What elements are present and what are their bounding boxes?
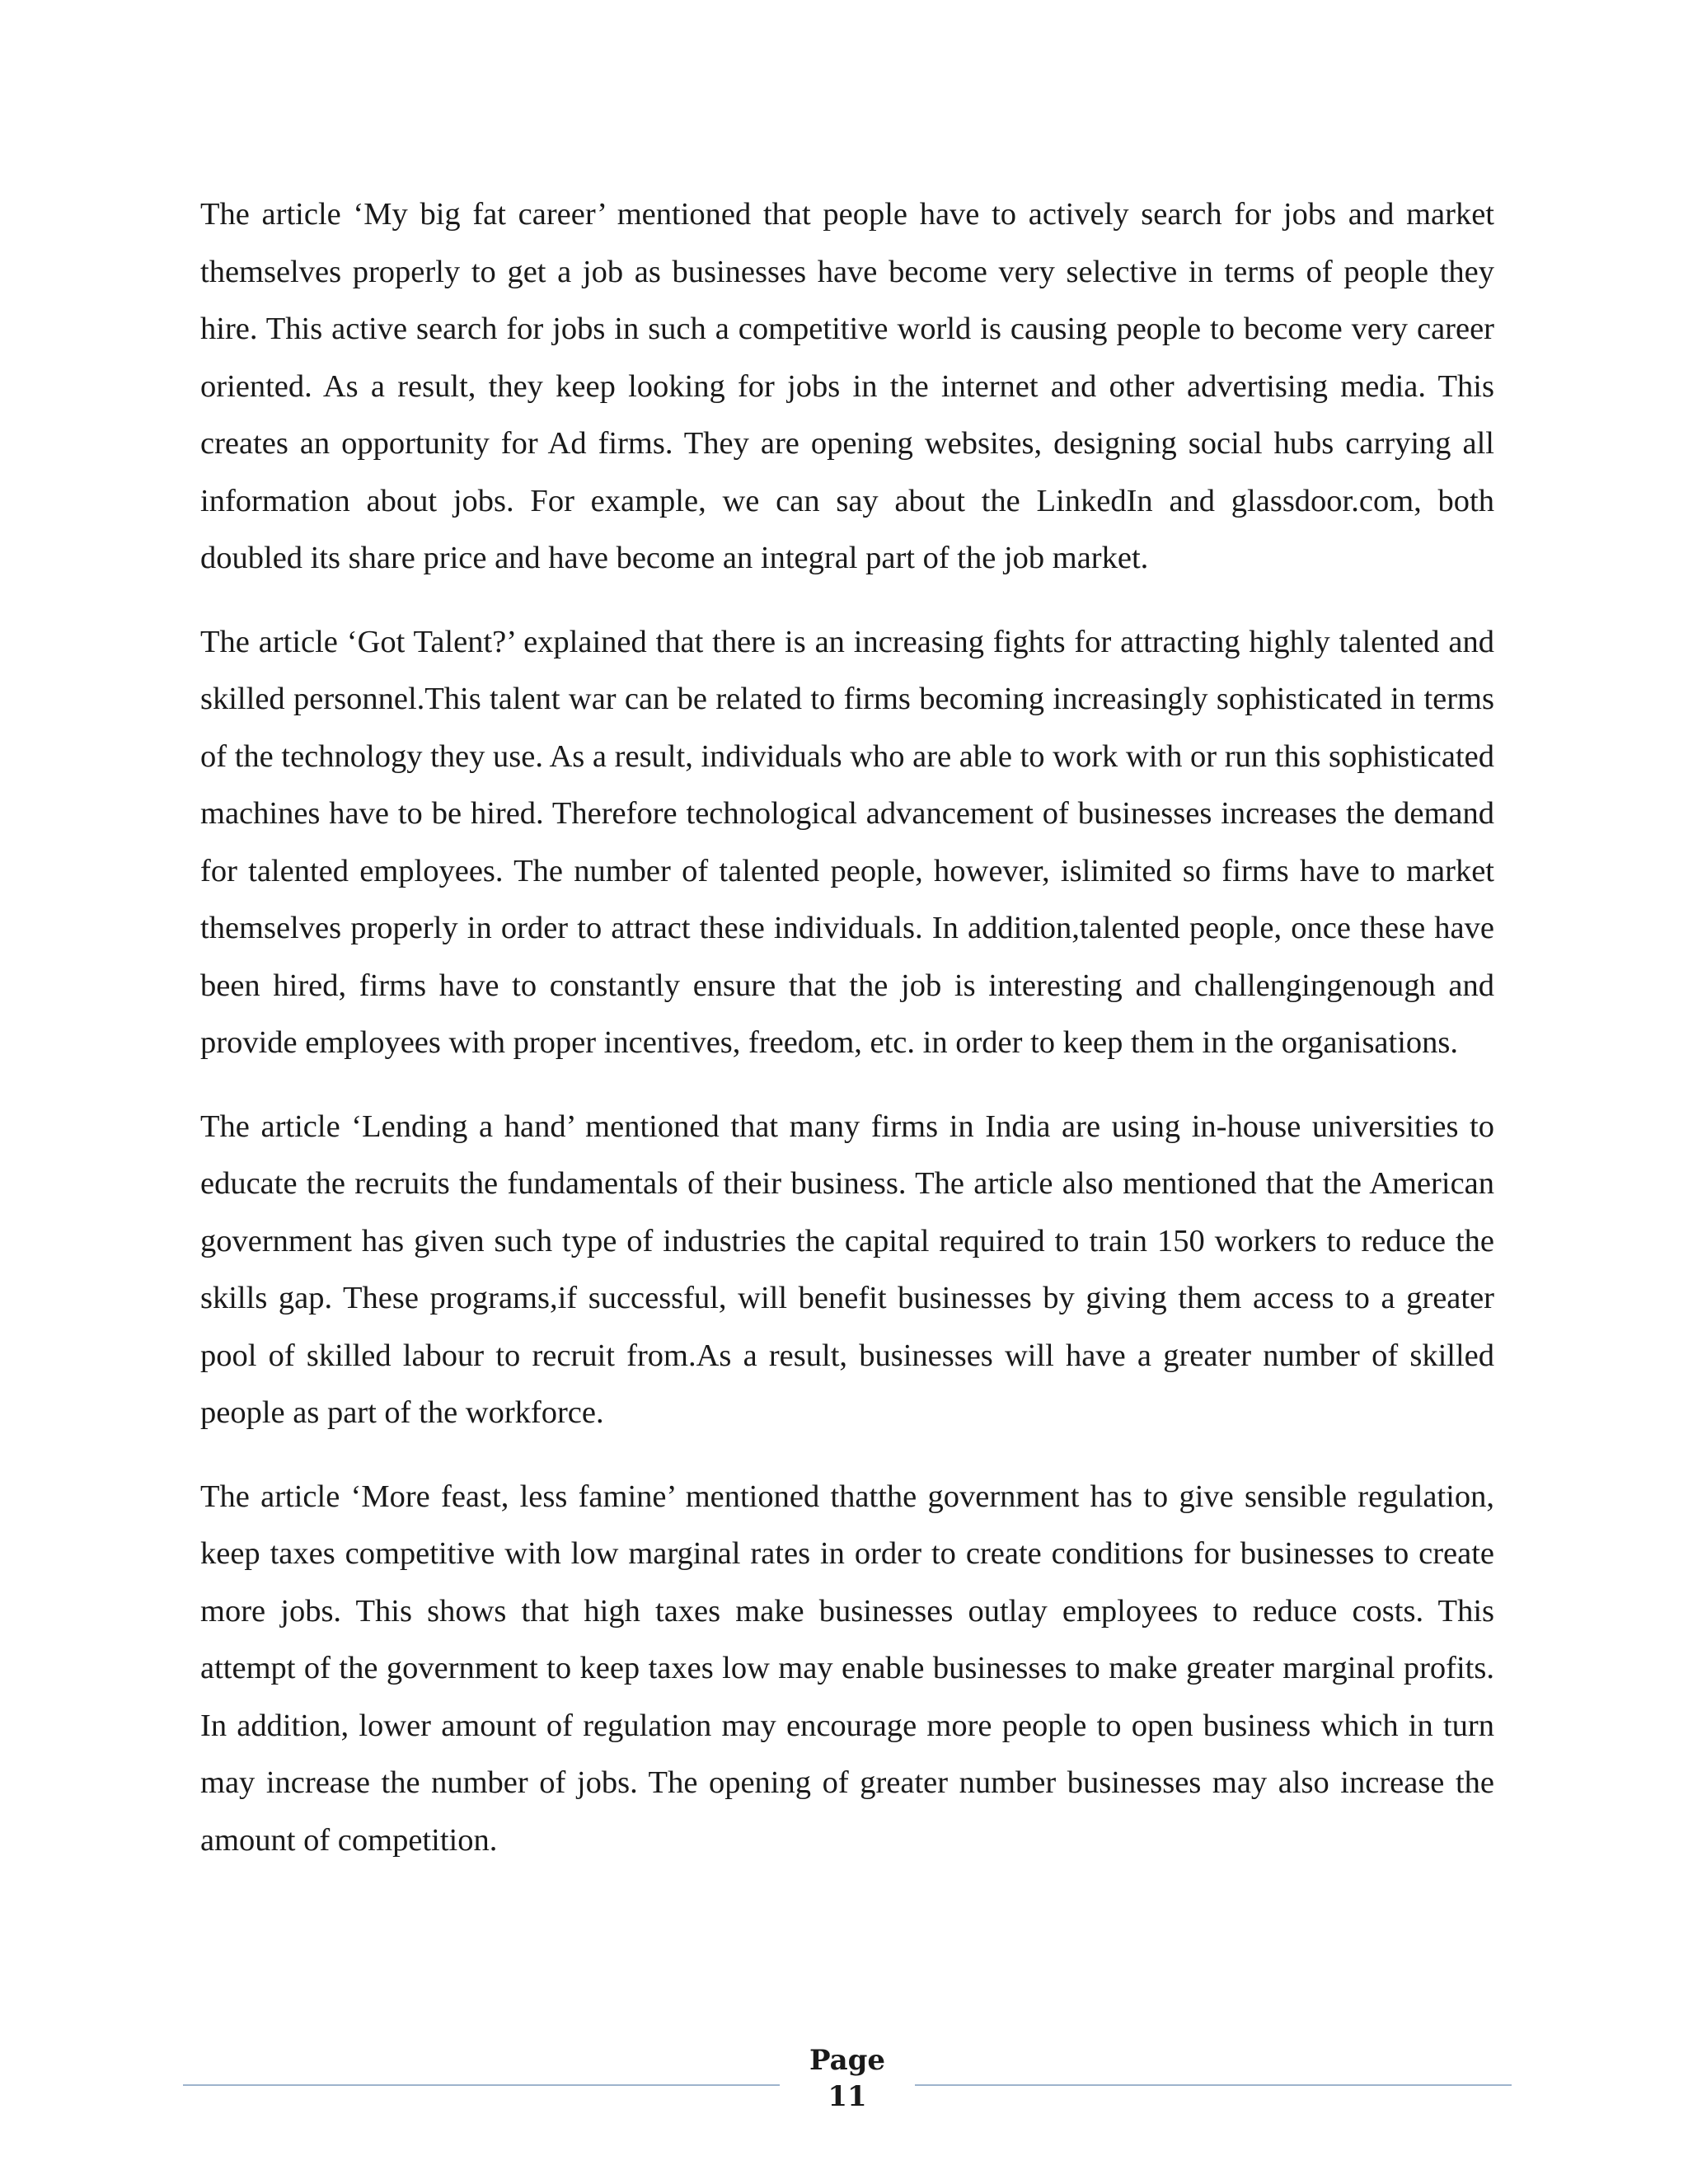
page-number: 11	[828, 2080, 867, 2113]
page-footer	[183, 2042, 1512, 2125]
paragraph-my-big-fat-career: The article ‘My big fat career’ mentioned that people have to actively search for jobs and market themselves properly to get a job as businesses have become very selective in terms of people they hire. This active search for jobs in such a competitive world is causing people to become very career oriented. As a result, they keep looking for jobs in the internet and other advertising media. This creates an opportunity for Ad firms. They are opening websites, designing social hubs carrying all information about jobs. For example, we can say about the LinkedIn and glassdoor.com, both doubled its share price and have become an integral part of the job market.	[200, 197, 1494, 575]
paragraph-lending-a-hand: The article ‘Lending a hand’ mentioned that many firms in India are using in-house universities to educate the recruits the fundamentals of their business. The article also mentioned that the American government has given such type of industries the capital required to train 150 workers to reduce the skills gap. These programs,if successful, will benefit businesses by giving them access to a greater pool of skilled labour to recruit from.As a result, businesses will have a greater number of skilled people as part of the workforce.	[200, 1108, 1494, 1430]
paragraph-got-talent: The article ‘Got Talent?’ explained that there is an increasing fights for attracting highly talented and skilled personnel.This talent war can be related to firms becoming increasingly sophisticated in terms of the technology they use. As a result, individuals who are able to work with or run this sophisticated machines have to be hired. Therefore technological advancement of businesses increases the demand for talented employees. The number of talented people, however, islimited so firms have to market themselves properly in order to attract these individuals. In addition,talented people, once these have been hired, firms have to constantly ensure that the job is interesting and challengingenough and provide employees with proper incentives, freedom, etc. in order to keep them in the organisations.	[200, 624, 1494, 1060]
body-text	[200, 186, 1494, 1896]
footer-rule-left	[183, 2084, 780, 2086]
page-word: Page	[809, 2044, 886, 2077]
paragraph-more-feast-less-famine: The article ‘More feast, less famine’ mentioned thatthe government has to give sensible regulation, keep taxes competitive with low marginal rates in order to create conditions for businesses to create more jobs. This shows that high taxes make businesses outlay employees to reduce costs. This attempt of the government to keep taxes low may enable businesses to make greater marginal profits. In addition, lower amount of regulation may encourage more people to open business which in turn may increase the number of jobs. The opening of greater number businesses may also increase the amount of competition.	[200, 1479, 1494, 1858]
footer-rule-right	[915, 2084, 1512, 2086]
page-number-label	[796, 2042, 898, 2115]
